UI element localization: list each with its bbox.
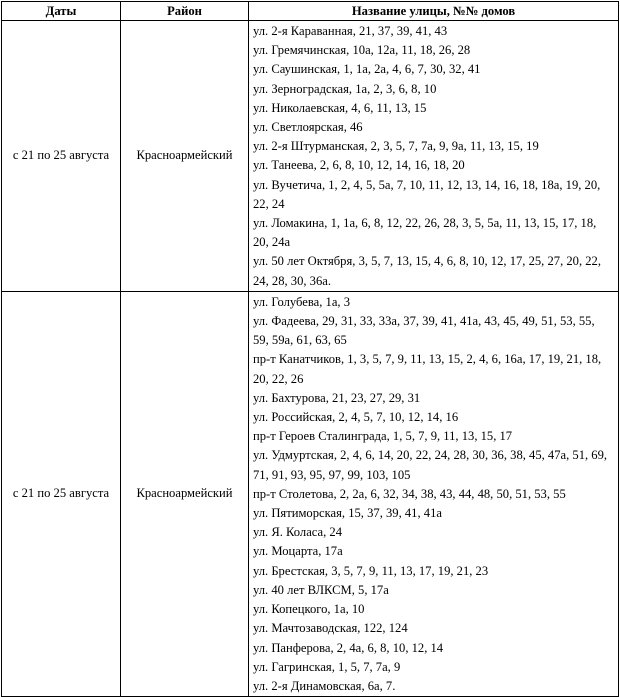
street-entry: ул. Вучетича, 1, 2, 4, 5, 5а, 7, 10, 11, 12, 13, 14, 16, 18, 18а, 19, 20, 22, 24 bbox=[253, 177, 601, 211]
street-entry: ул. Российская, 2, 4, 5, 7, 10, 12, 14, 16 bbox=[253, 410, 459, 425]
table-row bbox=[2, 21, 619, 292]
street-entry: ул. 2-я Штурманская, 2, 3, 5, 7, 7а, 9, 9а, 11, 13, 15, 19 bbox=[253, 139, 539, 154]
street-entry: ул. Мачтозаводская, 122, 124 bbox=[253, 621, 408, 636]
streets-cell bbox=[249, 21, 619, 292]
street-entry: ул. Фадеева, 29, 31, 33, 33а, 37, 39, 41, 41а, 43, 45, 49, 51, 53, 55, 59, 59а, 61, 63, 65 bbox=[253, 314, 595, 348]
street-entry: ул. Танеева, 2, 6, 8, 10, 12, 14, 16, 18, 20 bbox=[253, 158, 465, 173]
header-row bbox=[2, 2, 619, 21]
street-entry: ул. Пятиморская, 15, 37, 39, 41, 41а bbox=[253, 506, 442, 521]
street-entry: ул. Брестская, 3, 5, 7, 9, 11, 13, 17, 19, 21, 23 bbox=[253, 563, 489, 578]
street-entry: ул. Гагринская, 1, 5, 7, 7а, 9 bbox=[253, 659, 401, 674]
street-entry: ул. 2-я Динамовская, 6а, 7. bbox=[253, 678, 396, 693]
street-entry: ул. Я. Коласа, 24 bbox=[253, 525, 343, 540]
street-entry: ул. Панферова, 2, 4а, 6, 8, 10, 12, 14 bbox=[253, 640, 444, 655]
header-streets: Название улицы, №№ домов bbox=[249, 2, 619, 21]
street-entry: ул. Саушинская, 1, 1а, 2а, 4, 6, 7, 30, 32, 41 bbox=[253, 62, 481, 77]
street-entry: ул. Удмуртская, 2, 4, 6, 14, 20, 22, 24, 28, 30, 36, 38, 45, 47а, 51, 69, 71, 91, 93, 95, 97, 99, 103, 105 bbox=[253, 448, 608, 482]
district-cell: Красноармейский bbox=[121, 291, 249, 696]
street-entry: ул. 40 лет ВЛКСМ, 5, 17а bbox=[253, 582, 389, 597]
street-entry: ул. Гремячинская, 10а, 12а, 11, 18, 26, 28 bbox=[253, 43, 471, 58]
dates-cell: с 21 по 25 августа bbox=[2, 21, 121, 292]
dates-cell: с 21 по 25 августа bbox=[2, 291, 121, 696]
street-entry: ул. Голубева, 1а, 3 bbox=[253, 294, 351, 309]
district-cell: Красноармейский bbox=[121, 21, 249, 292]
street-entry: ул. Зерноградская, 1а, 2, 3, 6, 8, 10 bbox=[253, 81, 437, 96]
street-entry: ул. Светлоярская, 46 bbox=[253, 120, 363, 135]
header-dates: Даты bbox=[2, 2, 121, 21]
street-entry: ул. Копецкого, 1а, 10 bbox=[253, 602, 365, 617]
street-entry: ул. Ломакина, 1, 1а, 6, 8, 12, 22, 26, 28, 3, 5, 5а, 11, 13, 15, 17, 18, 20, 24а bbox=[253, 216, 597, 250]
street-entry: пр-т Канатчиков, 1, 3, 5, 7, 9, 11, 13, 15, 2, 4, 6, 16а, 17, 19, 21, 18, 20, 22, 26 bbox=[253, 352, 602, 386]
street-entry: пр-т Столетова, 2, 2а, 6, 32, 34, 38, 43, 44, 48, 50, 51, 53, 55 bbox=[253, 486, 566, 501]
street-entry: ул. Бахтурова, 21, 23, 27, 29, 31 bbox=[253, 390, 421, 405]
header-district: Район bbox=[121, 2, 249, 21]
schedule-table bbox=[1, 1, 619, 697]
street-entry: ул. 50 лет Октября, 3, 5, 7, 13, 15, 4, 6, 8, 10, 12, 17, 25, 27, 20, 22, 24, 28, 30, 36а. bbox=[253, 254, 601, 288]
table-row bbox=[2, 291, 619, 696]
streets-cell bbox=[249, 291, 619, 696]
street-entry: ул. Моцарта, 17а bbox=[253, 544, 343, 559]
street-entry: пр-т Героев Сталинграда, 1, 5, 7, 9, 11, 13, 15, 17 bbox=[253, 429, 513, 444]
street-entry: ул. Николаевская, 4, 6, 11, 13, 15 bbox=[253, 100, 427, 115]
street-entry: ул. 2-я Караванная, 21, 37, 39, 41, 43 bbox=[253, 24, 448, 38]
